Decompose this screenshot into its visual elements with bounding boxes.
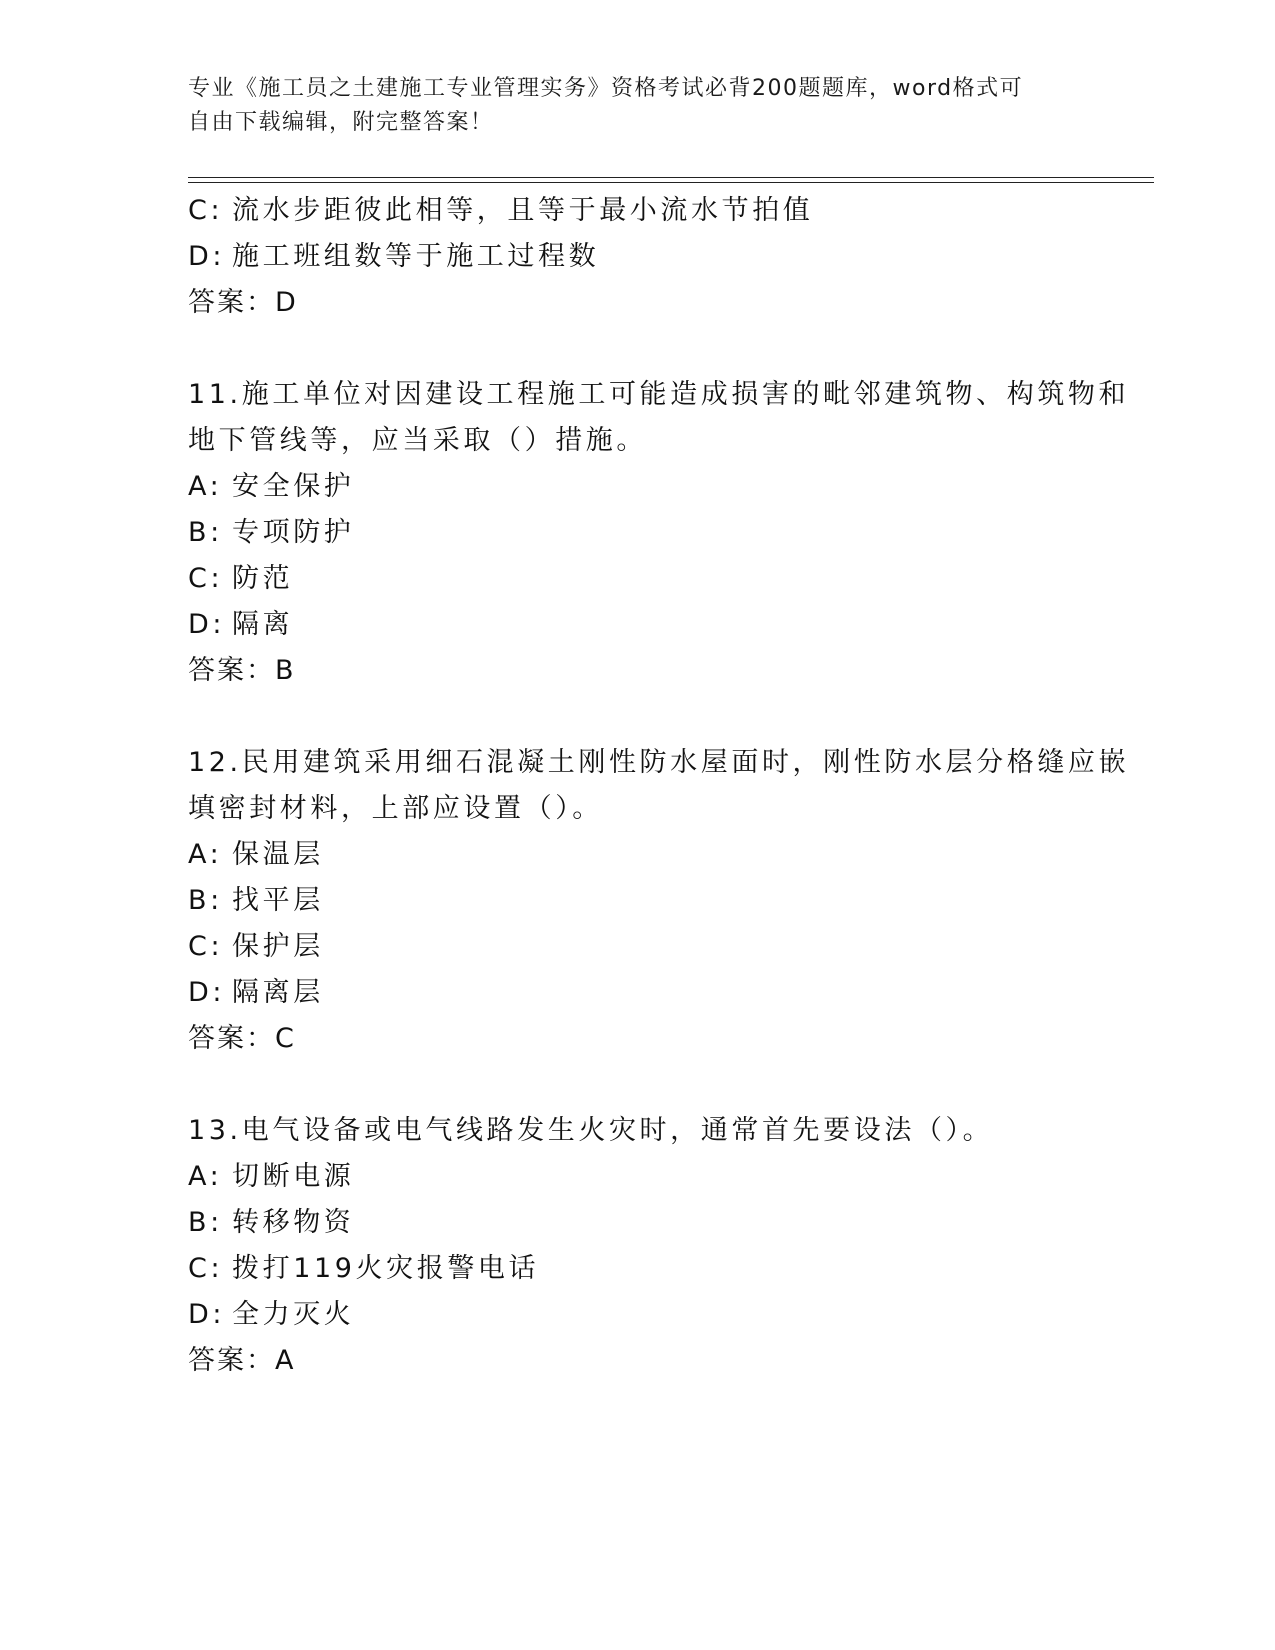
option-key: C: [188,563,224,594]
option-text: 隔离层 [232,977,324,1008]
question-stem-line: 12.民用建筑采用细石混凝土刚性防水屋面时，刚性防水层分格缝应嵌 [188,747,1130,778]
option-line [188,1200,1148,1246]
question-13 [188,1108,1148,1384]
question-stem-line: 填密封材料，上部应设置（）。 [188,793,603,824]
option-text: 施工班组数等于施工过程数 [232,241,600,272]
option-key: B: [188,885,223,916]
option-line [188,234,1148,280]
option-line [188,1246,1148,1292]
option-line [188,1154,1148,1200]
option-line [188,832,1148,878]
question-stem-line: 地下管线等，应当采取（）措施。 [188,425,647,456]
option-line [188,1292,1148,1338]
option-key: A: [188,1161,223,1192]
option-line [188,878,1148,924]
option-text: 隔离 [232,609,294,640]
option-key: D: [188,1299,226,1330]
question-12 [188,740,1148,1062]
question-content [188,188,1148,1384]
option-text: 防范 [232,563,294,594]
option-text: 保温层 [232,839,324,870]
option-line [188,464,1148,510]
option-text: 保护层 [232,931,324,962]
document-header [188,72,1088,140]
option-key: B: [188,517,223,548]
option-text: 专项防护 [232,517,355,548]
question-stem-line: 11.施工单位对因建设工程施工可能造成损害的毗邻建筑物、构筑物和 [188,379,1130,410]
question-11 [188,372,1148,694]
option-key: D: [188,609,226,640]
option-text: 安全保护 [232,471,355,502]
header-divider-top [188,177,1154,178]
continued-question [188,188,1148,326]
option-key: C: [188,931,224,962]
question-stem-line: 13.电气设备或电气线路发生火灾时，通常首先要设法（）。 [188,1115,994,1146]
option-key: D: [188,977,226,1008]
option-line [188,970,1148,1016]
option-key: A: [188,839,223,870]
option-line [188,556,1148,602]
option-line [188,602,1148,648]
option-key: A: [188,471,223,502]
option-line [188,188,1148,234]
option-text: 流水步距彼此相等，且等于最小流水节拍值 [232,195,814,226]
option-line [188,924,1148,970]
header-line-1: 专业《施工员之土建施工专业管理实务》资格考试必背200题题库，word格式可 [188,76,1024,101]
option-text: 全力灭火 [232,1299,355,1330]
option-text: 找平层 [232,885,324,916]
option-line [188,510,1148,556]
header-divider-bottom [188,182,1154,183]
option-key: C: [188,1253,224,1284]
answer-line: 答案：B [188,655,296,686]
option-key: B: [188,1207,223,1238]
option-key: C: [188,195,224,226]
header-line-2: 自由下载编辑，附完整答案！ [188,110,494,135]
answer-line: 答案：A [188,1345,296,1376]
option-text: 切断电源 [232,1161,355,1192]
answer-line: 答案：C [188,1023,296,1054]
option-key: D: [188,241,226,272]
answer-line: 答案：D [188,287,298,318]
option-text: 拨打119火灾报警电话 [232,1253,540,1284]
option-text: 转移物资 [232,1207,355,1238]
